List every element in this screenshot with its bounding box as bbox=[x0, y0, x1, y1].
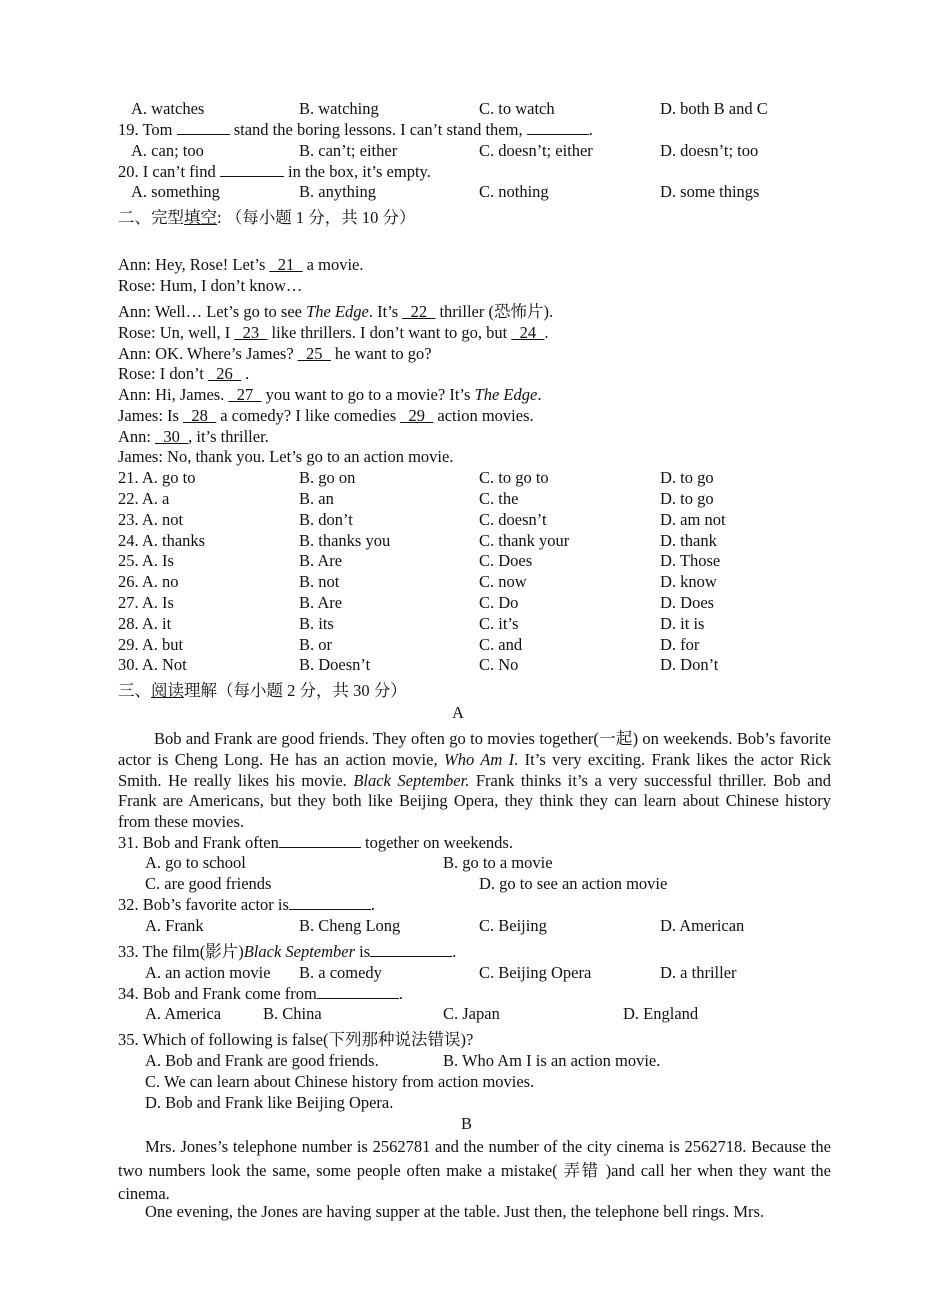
option-b: B. go on bbox=[299, 468, 356, 487]
option-a: A. go to school bbox=[145, 853, 246, 872]
passage-a-text: Bob and Frank are good friends. They often go to movies together(一起) on weekends. Bob’s favorite actor is Cheng Long. He has an action movie, Who Am I. It’s very exciting. Frank likes the actor Rick Smith. He really likes his movie. Black September. Frank thinks it’s a very successful thriller. Bob and Frank are Americans, but they both like Beijing Opera, they think they can learn about Chinese history from these movies. bbox=[118, 729, 832, 832]
option-a: 25. A. Is bbox=[118, 551, 174, 570]
blank-22: _22_ bbox=[402, 302, 436, 321]
option-c: C. Do bbox=[479, 593, 519, 612]
option-b: B. not bbox=[299, 572, 340, 591]
option-d: D. Don’t bbox=[660, 655, 719, 674]
question-33: 33. The film(影片)Black September is . bbox=[118, 942, 457, 961]
answer-blank bbox=[317, 984, 399, 999]
option-b: B. thanks you bbox=[299, 531, 391, 550]
answer-blank bbox=[370, 942, 452, 957]
passage-b-paragraph-2: One evening, the Jones are having supper at the table. Just then, the telephone bell rings. Mrs. bbox=[145, 1202, 765, 1221]
option-a: A. something bbox=[131, 182, 220, 201]
question-35: 35. Which of following is false(下列那种说法错误)? bbox=[118, 1030, 474, 1049]
option-d: D. to go bbox=[660, 468, 714, 487]
dialogue-line-10: James: No, thank you. Let’s go to an action movie. bbox=[118, 447, 454, 466]
dialogue-line-1: Ann: Hey, Rose! Let’s _21_ a movie. bbox=[118, 255, 364, 274]
dialogue-line-3: Ann: Well… Let’s go to see The Edge. It’s _22_ thriller (恐怖片). bbox=[118, 302, 554, 321]
option-a: 30. A. Not bbox=[118, 655, 187, 674]
option-b: B. Who Am I is an action movie. bbox=[443, 1051, 661, 1070]
passage-b-heading: B bbox=[461, 1114, 473, 1133]
option-b: B. Are bbox=[299, 593, 343, 612]
question-32: 32. Bob’s favorite actor is . bbox=[118, 895, 376, 914]
answer-blank bbox=[220, 162, 284, 177]
option-c: C. Japan bbox=[443, 1004, 500, 1023]
answer-blank bbox=[279, 833, 361, 848]
option-a: 26. A. no bbox=[118, 572, 179, 591]
option-c: C. nothing bbox=[479, 182, 549, 201]
blank-30: _30_ bbox=[155, 427, 189, 446]
option-d: D. for bbox=[660, 635, 700, 654]
blank-27: _27_ bbox=[228, 385, 262, 404]
option-c: C. We can learn about Chinese history from action movies. bbox=[145, 1072, 535, 1091]
option-b: B. Cheng Long bbox=[299, 916, 401, 935]
dialogue-line-4: Rose: Un, well, I _23_ like thrillers. I don’t want to go, but _24_. bbox=[118, 323, 549, 342]
option-a: A. can; too bbox=[131, 141, 204, 160]
option-c: C. and bbox=[479, 635, 523, 654]
option-b: B. an bbox=[299, 489, 334, 508]
option-d: D. to go bbox=[660, 489, 714, 508]
option-d: D. go to see an action movie bbox=[479, 874, 668, 893]
option-b: B. a comedy bbox=[299, 963, 382, 982]
option-d: D. some things bbox=[660, 182, 760, 201]
option-a: A. America bbox=[145, 1004, 222, 1023]
blank-29: _29_ bbox=[400, 406, 434, 425]
question-19: 19. Tom stand the boring lessons. I can’t stand them, . bbox=[118, 120, 593, 139]
option-b: B. don’t bbox=[299, 510, 353, 529]
option-c: C. doesn’t bbox=[479, 510, 547, 529]
option-c: C. to watch bbox=[479, 99, 555, 118]
option-b: B. its bbox=[299, 614, 334, 633]
option-d: D. both B and C bbox=[660, 99, 768, 118]
option-c: C. to go to bbox=[479, 468, 549, 487]
option-d: D. am not bbox=[660, 510, 726, 529]
dialogue-line-7: Ann: Hi, James. _27_ you want to go to a movie? It’s The Edge. bbox=[118, 385, 542, 404]
option-a: 29. A. but bbox=[118, 635, 184, 654]
blank-23: _23_ bbox=[234, 323, 268, 342]
option-d: D. England bbox=[623, 1004, 699, 1023]
blank-25: _25_ bbox=[297, 344, 331, 363]
answer-blank bbox=[527, 120, 589, 135]
option-d: D. Those bbox=[660, 551, 721, 570]
option-a: 27. A. Is bbox=[118, 593, 174, 612]
option-d: D. Bob and Frank like Beijing Opera. bbox=[145, 1093, 394, 1112]
option-b: B. Are bbox=[299, 551, 343, 570]
option-d: D. know bbox=[660, 572, 717, 591]
passage-a-heading: A bbox=[452, 703, 464, 722]
option-c: C. doesn’t; either bbox=[479, 141, 593, 160]
blank-28: _28_ bbox=[183, 406, 217, 425]
option-d: D. it is bbox=[660, 614, 705, 633]
option-a: 21. A. go to bbox=[118, 468, 196, 487]
option-b: B. can’t; either bbox=[299, 141, 398, 160]
option-c: C. it’s bbox=[479, 614, 519, 633]
option-d: D. thank bbox=[660, 531, 717, 550]
option-d: D. American bbox=[660, 916, 745, 935]
question-20: 20. I can’t find in the box, it’s empty. bbox=[118, 162, 431, 181]
option-a: 24. A. thanks bbox=[118, 531, 206, 550]
blank-24: _24_ bbox=[511, 323, 545, 342]
section-3-heading: 三、阅读理解（每小题 2 分，共 30 分） bbox=[118, 681, 407, 700]
option-a: A. Frank bbox=[145, 916, 204, 935]
option-a: A. watches bbox=[131, 99, 205, 118]
option-c: C. Beijing bbox=[479, 916, 547, 935]
option-c: C. Beijing Opera bbox=[479, 963, 592, 982]
dialogue-line-9: Ann: _30_, it’s thriller. bbox=[118, 427, 269, 446]
option-a: 22. A. a bbox=[118, 489, 170, 508]
dialogue-line-8: James: Is _28_ a comedy? I like comedies _29_ action movies. bbox=[118, 406, 534, 425]
option-a: 28. A. it bbox=[118, 614, 172, 633]
option-b: B. watching bbox=[299, 99, 379, 118]
option-b: B. go to a movie bbox=[443, 853, 553, 872]
answer-blank bbox=[289, 895, 371, 910]
dialogue-line-2: Rose: Hum, I don’t know… bbox=[118, 276, 303, 295]
option-b: B. anything bbox=[299, 182, 376, 201]
question-31: 31. Bob and Frank often together on weekends. bbox=[118, 833, 513, 852]
option-b: B. or bbox=[299, 635, 332, 654]
option-c: C. Does bbox=[479, 551, 533, 570]
option-c: C. No bbox=[479, 655, 519, 674]
option-d: D. Does bbox=[660, 593, 715, 612]
option-d: D. doesn’t; too bbox=[660, 141, 759, 160]
option-c: C. now bbox=[479, 572, 527, 591]
question-34: 34. Bob and Frank come from . bbox=[118, 984, 404, 1003]
passage-b-paragraph-1: Mrs. Jones’s telephone number is 2562781 and the number of the city cinema is 2562718. Because the two numbers look the same, some people often make a mistake( 弄错 )and call her when they want the cinema. bbox=[118, 1137, 831, 1203]
dialogue-line-5: Ann: OK. Where’s James? _25_ he want to go? bbox=[118, 344, 432, 363]
section-2-heading: 二、完型填空: （每小题 1 分，共 10 分） bbox=[118, 208, 416, 227]
option-d: D. a thriller bbox=[660, 963, 737, 982]
blank-21: _21_ bbox=[269, 255, 303, 274]
option-c: C. are good friends bbox=[145, 874, 272, 893]
dialogue-line-6: Rose: I don’t _26_ . bbox=[118, 364, 250, 383]
option-a: 23. A. not bbox=[118, 510, 184, 529]
option-c: C. the bbox=[479, 489, 519, 508]
option-a: A. Bob and Frank are good friends. bbox=[145, 1051, 379, 1070]
option-c: C. thank your bbox=[479, 531, 570, 550]
answer-blank bbox=[177, 120, 230, 135]
option-b: B. Doesn’t bbox=[299, 655, 371, 674]
option-a: A. an action movie bbox=[145, 963, 271, 982]
blank-26: _26_ bbox=[208, 364, 241, 383]
option-b: B. China bbox=[263, 1004, 322, 1023]
